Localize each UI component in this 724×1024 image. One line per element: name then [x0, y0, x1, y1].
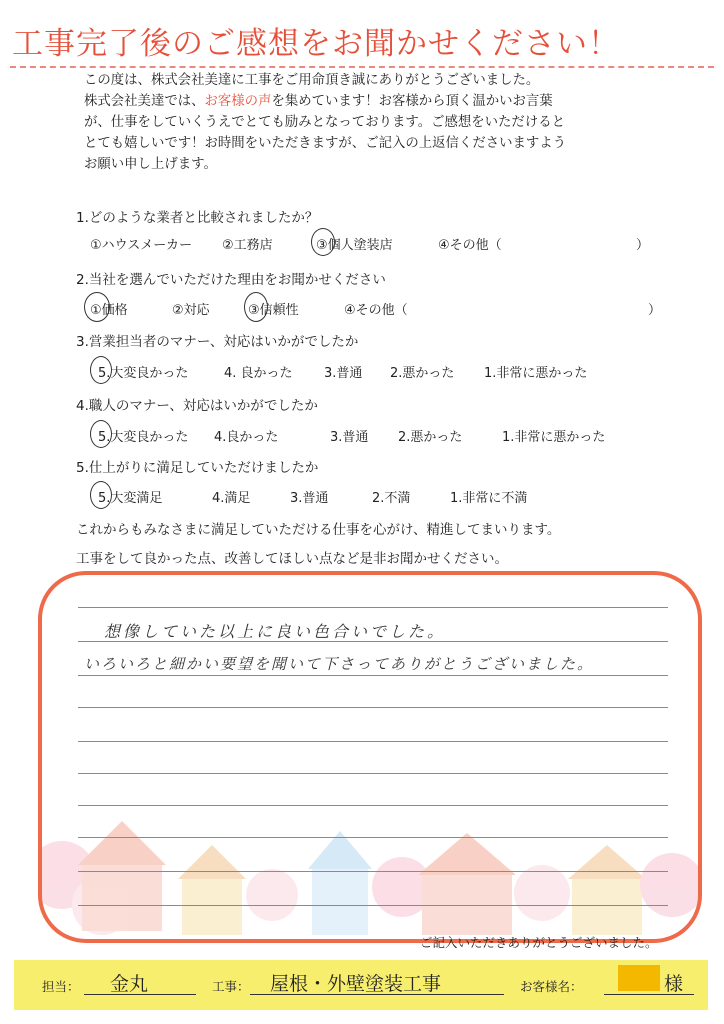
thank-you-note: ご記入いただきありがとうございました。 — [420, 935, 658, 950]
comment-prompt: 工事をして良かった点、改善してほしい点など是非お聞かせください。 — [76, 551, 508, 567]
comment-text-1: 想像していた以上に良い色合いでした。 — [104, 622, 447, 641]
comment-line-10 — [78, 905, 668, 906]
question-5: 5.仕上がりに満足していただけましたか — [76, 460, 319, 476]
question-1: 1.どのような業者と比較されましたか？ — [76, 210, 319, 226]
customer-suffix: 様 — [664, 973, 684, 995]
customer-underline — [604, 994, 694, 995]
q5-selection-circle — [90, 481, 112, 509]
q2-option-1[interactable]: ①価格 — [90, 303, 128, 318]
comment-line-3 — [78, 675, 668, 676]
q3-option-1[interactable]: 1.非常に悪かった — [484, 366, 588, 381]
work-underline — [250, 994, 504, 995]
q4-selection-circle — [90, 420, 112, 448]
intro-line-3: が、仕事をしていくうえでとても励みとなっております。ご感想をいただけると — [84, 115, 565, 130]
comment-line-8 — [78, 837, 668, 838]
q5-option-3[interactable]: 3.普通 — [290, 491, 329, 506]
intro-text — [84, 70, 644, 175]
q3-option-4[interactable]: 4. 良かった — [224, 366, 293, 381]
q1-selection-circle — [311, 228, 335, 256]
closing-message: これからもみなさまに満足していただける仕事を心がけ、精進してまいります。 — [76, 522, 561, 538]
q3-option-2[interactable]: 2.悪かった — [390, 366, 455, 381]
comment-text-2: いろいろと細かい要望を聞いて下さってありがとうございました。 — [84, 655, 595, 673]
q2-option-4-close: ） — [648, 303, 662, 318]
q4-option-5[interactable]: 5.大変良かった — [98, 430, 189, 445]
question-4: 4.職人のマナー、対応はいかがでしたか — [76, 398, 318, 414]
customer-name-redaction — [618, 965, 660, 991]
q1-option-4[interactable]: ④その他（ — [438, 238, 502, 253]
page-title: 工事完了後のご感想をお聞かせください！ — [12, 26, 620, 62]
staff-underline — [84, 994, 196, 995]
intro-highlight: お客様の声 — [204, 94, 272, 109]
intro-line-2-post: を集めています！お客様から頂く温かいお言葉 — [271, 94, 553, 109]
intro-line-2-pre: 株式会社美達では、 — [84, 94, 205, 109]
title-underline — [10, 66, 714, 68]
q4-option-2[interactable]: 2.悪かった — [398, 430, 463, 445]
intro-line-1: この度は、株式会社美達に工事をご用命頂き誠にありがとうございました。 — [84, 73, 540, 88]
staff-value: 金丸 — [110, 973, 149, 995]
q4-option-3[interactable]: 3.普通 — [330, 430, 369, 445]
q3-selection-circle — [90, 356, 112, 384]
q5-option-2[interactable]: 2.不満 — [372, 491, 411, 506]
q1-option-2[interactable]: ②工務店 — [222, 238, 273, 253]
comment-line-1 — [78, 607, 668, 608]
work-label: 工事： — [212, 979, 250, 994]
q1-option-4-close: ） — [636, 238, 650, 253]
comment-line-5 — [78, 741, 668, 742]
footer-bar — [14, 960, 708, 1010]
work-value: 屋根・外壁塗装工事 — [270, 973, 442, 995]
question-3: 3.営業担当者のマナー、対応はいかがでしたか — [76, 334, 359, 350]
comment-box[interactable] — [38, 571, 702, 943]
q2-option-3[interactable]: ③信頼性 — [248, 303, 299, 318]
q2-option-4[interactable]: ④その他（ — [344, 303, 408, 318]
comment-line-6 — [78, 773, 668, 774]
q2-option-2[interactable]: ②対応 — [172, 303, 210, 318]
staff-label: 担当： — [42, 979, 80, 994]
q2-selection-circle-1 — [84, 292, 110, 322]
intro-line-4: とても嬉しいです！お時間をいただきますが、ご記入の上返信くださいますよう — [84, 136, 567, 151]
intro-line-2 — [84, 91, 644, 112]
q5-option-5[interactable]: 5.大変満足 — [98, 491, 163, 506]
question-2: 2.当社を選んでいただけた理由をお聞かせください — [76, 272, 386, 288]
q4-option-4[interactable]: 4.良かった — [214, 430, 279, 445]
q2-selection-circle-2 — [244, 292, 268, 322]
q3-option-5[interactable]: 5.大変良かった — [98, 366, 189, 381]
comment-line-4 — [78, 707, 668, 708]
q3-option-3[interactable]: 3.普通 — [324, 366, 363, 381]
q1-option-3[interactable]: ③個人塗装店 — [316, 238, 393, 253]
q4-option-1[interactable]: 1.非常に悪かった — [502, 430, 606, 445]
comment-line-9 — [78, 871, 668, 872]
q5-option-4[interactable]: 4.満足 — [212, 491, 251, 506]
comment-line-7 — [78, 805, 668, 806]
q5-option-1[interactable]: 1.非常に不満 — [450, 491, 528, 506]
customer-label: お客様名： — [520, 979, 583, 994]
intro-line-5: お願い申し上げます。 — [84, 157, 217, 172]
q1-option-1[interactable]: ①ハウスメーカー — [90, 238, 193, 253]
